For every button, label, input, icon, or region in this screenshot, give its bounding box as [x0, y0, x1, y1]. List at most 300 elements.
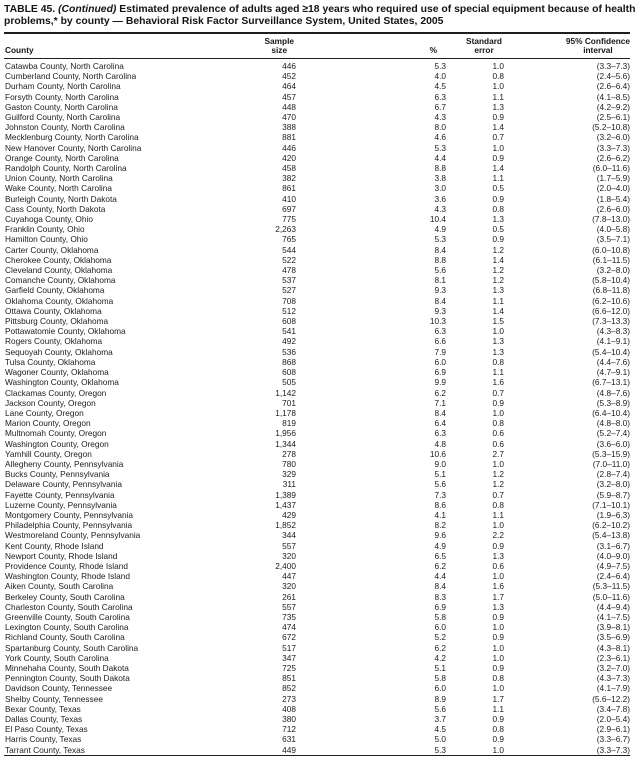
table-title [4, 4, 636, 29]
confidence-interval-cell: (3.3–6.7) [596, 734, 630, 745]
confidence-interval-cell: (2.6–6.0) [596, 203, 630, 214]
standard-error-cell: 1.6 [492, 581, 504, 592]
sample-size-cell: 1,437 [275, 499, 296, 510]
confidence-interval-cell: (2.6–6.2) [596, 152, 630, 163]
confidence-interval-cell: (1.9–6.3) [596, 509, 630, 520]
confidence-interval-cell: (4.3–7.3) [596, 673, 630, 684]
confidence-interval-cell: (2.0–4.0) [596, 183, 630, 194]
confidence-interval-cell: (4.0–5.8) [596, 224, 630, 235]
confidence-interval-cell: (2.4–6.4) [596, 571, 630, 582]
confidence-interval-cell: (5.0–11.6) [592, 591, 630, 602]
county-cell: Wake County, North Carolina [5, 183, 112, 194]
sample-size-column-header: Sample size [242, 33, 296, 59]
county-cell: Fayette County, Pennsylvania [5, 489, 115, 500]
sample-size-cell: 697 [282, 203, 296, 214]
county-cell: Charleston County, South Carolina [5, 601, 133, 612]
sample-size-cell: 1,142 [275, 387, 296, 398]
county-cell: Kent County, Rhode Island [5, 540, 104, 551]
county-cell: Delaware County, Pennsylvania [5, 479, 122, 490]
sample-size-cell: 712 [282, 724, 296, 735]
standard-error-cell: 1.3 [492, 336, 504, 347]
county-cell: Jackson County, Oregon [5, 397, 96, 408]
percent-cell: 10.4 [429, 214, 446, 225]
table-header [4, 33, 630, 59]
table-row [4, 459, 630, 469]
county-cell: Minnehaha County, South Dakota [5, 662, 129, 673]
standard-error-cell: 1.0 [492, 142, 504, 153]
table-row [4, 347, 630, 357]
confidence-interval-cell: (5.4–13.8) [592, 530, 630, 541]
confidence-interval-cell: (2.8–7.4) [596, 469, 630, 480]
sample-size-cell: 608 [282, 316, 296, 327]
table-row [4, 408, 630, 418]
sample-size-cell: 735 [282, 611, 296, 622]
county-cell: Wagoner County, Oklahoma [5, 367, 109, 378]
confidence-interval-cell: (4.2–9.2) [596, 101, 630, 112]
sample-size-cell: 537 [282, 275, 296, 286]
county-cell: Luzerne County, Pennsylvania [5, 499, 117, 510]
confidence-interval-cell: (5.3–15.9) [592, 448, 630, 459]
percent-cell: 6.4 [434, 418, 446, 429]
percent-cell: 9.3 [434, 305, 446, 316]
percent-cell: 4.6 [434, 132, 446, 143]
county-cell: Garfield County, Oklahoma [5, 285, 105, 296]
county-cell: Washington County, Rhode Island [5, 571, 130, 582]
confidence-interval-cell: (6.2–10.6) [592, 295, 630, 306]
standard-error-cell: 1.3 [492, 601, 504, 612]
sample-size-cell: 410 [282, 193, 296, 204]
sample-size-cell: 278 [282, 448, 296, 459]
sample-size-cell: 672 [282, 632, 296, 643]
table-row [4, 153, 630, 163]
county-cell: Guilford County, North Carolina [5, 112, 121, 123]
county-cell: Catawba County, North Carolina [5, 61, 124, 71]
sample-size-cell: 852 [282, 683, 296, 694]
county-cell: Tulsa County, Oklahoma [5, 356, 96, 367]
county-cell: Ottawa County, Oklahoma [5, 305, 102, 316]
confidence-interval-cell: (3.2–8.0) [596, 479, 630, 490]
sample-size-cell: 492 [282, 336, 296, 347]
county-cell: Bexar County, Texas [5, 703, 81, 714]
table-row [4, 71, 630, 81]
confidence-interval-cell: (2.4–5.6) [596, 71, 630, 82]
percent-cell: 9.9 [434, 377, 446, 388]
confidence-interval-cell: (5.4–10.4) [592, 346, 630, 357]
standard-error-cell: 1.1 [492, 91, 504, 102]
county-cell: York County, South Carolina [5, 652, 109, 663]
county-cell: Pittsburg County, Oklahoma [5, 316, 109, 327]
county-cell: Bucks County, Pennsylvania [5, 469, 110, 480]
table-row [4, 204, 630, 214]
percent-cell: 5.0 [434, 734, 446, 745]
county-cell: Davidson County, Tennessee [5, 683, 113, 694]
standard-error-cell: 1.0 [492, 652, 504, 663]
standard-error-cell: 1.3 [492, 214, 504, 225]
confidence-interval-cell: (7.8–13.0) [592, 214, 630, 225]
county-cell: Hamilton County, Ohio [5, 234, 88, 245]
table-row [4, 92, 630, 102]
county-cell: Richland County, South Carolina [5, 632, 125, 643]
percent-cell: 8.4 [434, 407, 446, 418]
county-table-body [4, 59, 630, 756]
county-cell: Cass County, North Dakota [5, 203, 106, 214]
standard-error-cell: 0.5 [492, 224, 504, 235]
table-row [4, 745, 630, 756]
standard-error-cell: 1.0 [492, 571, 504, 582]
percent-cell: 5.6 [434, 479, 446, 490]
table-row [4, 163, 630, 173]
standard-error-cell: 0.9 [492, 611, 504, 622]
sample-size-cell: 382 [282, 173, 296, 184]
table-row [4, 296, 630, 306]
standard-error-cell: 1.0 [492, 520, 504, 531]
sample-size-cell: 2,400 [275, 560, 296, 571]
percent-cell: 6.0 [434, 622, 446, 633]
confidence-interval-cell: (2.0–5.4) [596, 714, 630, 724]
table-row [4, 602, 630, 612]
confidence-interval-cell: (7.3–13.3) [592, 316, 630, 327]
standard-error-cell: 1.0 [492, 683, 504, 694]
confidence-interval-cell: (6.6–12.0) [592, 305, 630, 316]
sample-size-cell: 329 [282, 469, 296, 480]
standard-error-cell: 1.0 [492, 622, 504, 633]
standard-error-cell: 1.3 [492, 346, 504, 357]
sample-size-cell: 780 [282, 458, 296, 469]
standard-error-cell: 1.0 [492, 458, 504, 469]
percent-cell: 10.3 [429, 316, 446, 327]
confidence-interval-cell: (5.2–7.4) [596, 428, 630, 439]
table-row [4, 643, 630, 653]
county-cell: Rogers County, Oklahoma [5, 336, 103, 347]
standard-error-cell: 0.6 [492, 428, 504, 439]
percent-cell: 6.2 [434, 560, 446, 571]
sample-size-cell: 775 [282, 214, 296, 225]
sample-size-cell: 273 [282, 693, 296, 704]
percent-cell: 9.0 [434, 458, 446, 469]
percent-cell: 6.0 [434, 683, 446, 694]
county-cell: Providence County, Rhode Island [5, 560, 128, 571]
percent-cell: 3.6 [434, 193, 446, 204]
sample-size-cell: 819 [282, 418, 296, 429]
sample-size-cell: 536 [282, 346, 296, 357]
percent-cell: 4.4 [434, 571, 446, 582]
sample-size-cell: 701 [282, 397, 296, 408]
confidence-interval-cell: (4.3–8.3) [596, 326, 630, 337]
confidence-interval-cell: (4.3–8.1) [596, 642, 630, 653]
table-row [4, 255, 630, 265]
county-cell: Cumberland County, North Carolina [5, 71, 137, 82]
standard-error-cell: 0.7 [492, 132, 504, 143]
standard-error-cell: 0.9 [492, 540, 504, 551]
county-cell: Montgomery County, Pennsylvania [5, 509, 134, 520]
standard-error-cell: 1.3 [492, 285, 504, 296]
standard-error-cell: 0.7 [492, 387, 504, 398]
percent-cell: 10.6 [429, 448, 446, 459]
sample-size-cell: 868 [282, 356, 296, 367]
percent-cell: 8.8 [434, 254, 446, 265]
table-row [4, 122, 630, 132]
table-row [4, 724, 630, 734]
percent-cell: 4.0 [434, 71, 446, 82]
percent-cell: 7.3 [434, 489, 446, 500]
confidence-interval-cell: (4.9–7.5) [596, 560, 630, 571]
sample-size-cell: 449 [282, 744, 296, 755]
confidence-interval-cell: (3.9–8.1) [596, 622, 630, 633]
county-cell: Sequoyah County, Oklahoma [5, 346, 113, 357]
confidence-interval-cell: (3.5–7.1) [596, 234, 630, 245]
confidence-interval-cell: (5.9–8.7) [596, 489, 630, 500]
county-cell: Johnston County, North Carolina [5, 122, 125, 133]
percent-cell: 7.1 [434, 397, 446, 408]
standard-error-cell: 0.8 [492, 499, 504, 510]
county-cell: Cuyahoga County, Ohio [5, 214, 93, 225]
confidence-interval-cell: (2.5–6.1) [596, 112, 630, 123]
county-cell: Mecklenburg County, North Carolina [5, 132, 139, 143]
table-row [4, 714, 630, 724]
county-cell: Orange County, North Carolina [5, 152, 119, 163]
county-cell: Berkeley County, South Carolina [5, 591, 125, 602]
percent-cell: 6.0 [434, 356, 446, 367]
percent-cell: 3.0 [434, 183, 446, 194]
standard-error-cell: 0.5 [492, 183, 504, 194]
county-cell: Franklin County, Ohio [5, 224, 85, 235]
county-cell: Randolph County, North Carolina [5, 163, 127, 174]
table-row [4, 439, 630, 449]
county-cell: El Paso County, Texas [5, 724, 88, 735]
percent-cell: 8.9 [434, 693, 446, 704]
county-column-header: County [4, 33, 242, 59]
table-row [4, 306, 630, 316]
confidence-interval-cell: (6.2–10.2) [592, 520, 630, 531]
standard-error-cell: 1.2 [492, 265, 504, 276]
sample-size-cell: 541 [282, 326, 296, 337]
sample-size-cell: 452 [282, 71, 296, 82]
county-cell: New Hanover County, North Carolina [5, 142, 142, 153]
table-row [4, 81, 630, 91]
percent-cell: 8.6 [434, 499, 446, 510]
county-cell: Aiken County, South Carolina [5, 581, 114, 592]
sample-size-cell: 517 [282, 642, 296, 653]
standard-error-cell: 0.9 [492, 662, 504, 673]
confidence-interval-cell: (5.2–10.8) [592, 122, 630, 133]
county-cell: Burleigh County, North Dakota [5, 193, 117, 204]
standard-error-cell: 1.7 [492, 693, 504, 704]
table-row [4, 132, 630, 142]
standard-error-cell: 1.4 [492, 122, 504, 133]
standard-error-cell: 0.9 [492, 714, 504, 724]
sample-size-cell: 557 [282, 601, 296, 612]
county-cell: Washington County, Oregon [5, 438, 109, 449]
table-row [4, 490, 630, 500]
confidence-interval-cell: (5.3–8.9) [596, 397, 630, 408]
table-row [4, 449, 630, 459]
county-cell: Yamhill County, Oregon [5, 448, 92, 459]
percent-cell: 5.6 [434, 703, 446, 714]
prevalence-table [4, 32, 630, 756]
standard-error-cell: 1.0 [492, 326, 504, 337]
county-cell: Pottawatomie County, Oklahoma [5, 326, 126, 337]
percent-cell: 6.9 [434, 601, 446, 612]
confidence-interval-cell: (4.4–7.6) [596, 356, 630, 367]
county-cell: Newport County, Rhode Island [5, 550, 118, 561]
standard-error-cell: 0.9 [492, 632, 504, 643]
sample-size-cell: 544 [282, 244, 296, 255]
table-row [4, 673, 630, 683]
county-cell: Lane County, Oregon [5, 407, 84, 418]
sample-size-cell: 458 [282, 163, 296, 174]
table-row [4, 173, 630, 183]
percent-cell: 8.3 [434, 591, 446, 602]
table-row [4, 612, 630, 622]
confidence-interval-cell: (4.0–9.0) [596, 550, 630, 561]
sample-size-cell: 474 [282, 622, 296, 633]
table-title-text: Estimated prevalence of adults aged ≥18 years who required use of special equipment because of health problems,* by county — Behavioral Risk Factor Surveillance System, United States, 2005 [4, 4, 636, 28]
table-row [4, 112, 630, 122]
percent-cell: 5.1 [434, 469, 446, 480]
county-cell: Greenville County, South Carolina [5, 611, 130, 622]
county-cell: Union County, North Carolina [5, 173, 113, 184]
confidence-interval-cell: (2.3–6.1) [596, 652, 630, 663]
percent-cell: 4.2 [434, 652, 446, 663]
standard-error-cell: 1.0 [492, 642, 504, 653]
table-row [4, 418, 630, 428]
county-cell: Clackamas County, Oregon [5, 387, 107, 398]
standard-error-cell: 0.9 [492, 397, 504, 408]
percent-cell: 9.6 [434, 530, 446, 541]
sample-size-cell: 708 [282, 295, 296, 306]
percent-cell: 5.2 [434, 632, 446, 643]
standard-error-cell: 0.6 [492, 560, 504, 571]
table-row [4, 265, 630, 275]
confidence-interval-cell: (7.1–10.1) [592, 499, 630, 510]
confidence-interval-cell: (4.1–8.5) [596, 91, 630, 102]
sample-size-cell: 861 [282, 183, 296, 194]
confidence-interval-cell: (6.0–10.8) [592, 244, 630, 255]
standard-error-cell: 2.7 [492, 448, 504, 459]
table-row [4, 479, 630, 489]
sample-size-cell: 631 [282, 734, 296, 745]
confidence-interval-cell: (7.0–11.0) [592, 458, 630, 469]
sample-size-cell: 388 [282, 122, 296, 133]
sample-size-cell: 347 [282, 652, 296, 663]
county-cell: Multnomah County, Oregon [5, 428, 107, 439]
table-row [4, 102, 630, 112]
county-cell: Comanche County, Oklahoma [5, 275, 116, 286]
table-row [4, 357, 630, 367]
percent-cell: 4.5 [434, 81, 446, 92]
standard-error-cell: 1.4 [492, 305, 504, 316]
confidence-interval-cell: (4.7–9.1) [596, 367, 630, 378]
sample-size-cell: 608 [282, 367, 296, 378]
table-row [4, 510, 630, 520]
confidence-interval-cell: (6.1–11.5) [592, 254, 630, 265]
standard-error-cell: 0.8 [492, 356, 504, 367]
county-cell: Westmoreland County, Pennsylvania [5, 530, 141, 541]
percent-cell: 4.3 [434, 112, 446, 123]
table-row [4, 469, 630, 479]
county-cell: Carter County, Oklahoma [5, 244, 99, 255]
table-row [4, 734, 630, 744]
sample-size-cell: 881 [282, 132, 296, 143]
confidence-interval-cell: (4.8–8.0) [596, 418, 630, 429]
table-row [4, 326, 630, 336]
confidence-interval-cell: (3.2–8.0) [596, 265, 630, 276]
confidence-interval-cell: (2.9–6.1) [596, 724, 630, 735]
standard-error-cell: 1.0 [492, 81, 504, 92]
confidence-interval-cell: (3.2–6.0) [596, 132, 630, 143]
percent-cell: 5.3 [434, 234, 446, 245]
confidence-interval-cell: (4.8–7.6) [596, 387, 630, 398]
sample-size-cell: 2,263 [275, 224, 296, 235]
county-cell: Cherokee County, Oklahoma [5, 254, 112, 265]
table-row [4, 530, 630, 540]
county-cell: Forsyth County, North Carolina [5, 91, 119, 102]
standard-error-cell: 1.1 [492, 173, 504, 184]
sample-size-cell: 457 [282, 91, 296, 102]
county-cell: Oklahoma County, Oklahoma [5, 295, 114, 306]
confidence-interval-cell: (4.1–7.9) [596, 683, 630, 694]
sample-size-cell: 1,344 [275, 438, 296, 449]
table-continued-flag: (Continued) [58, 4, 117, 15]
table-row [4, 245, 630, 255]
table-row [4, 683, 630, 693]
percent-cell: 6.3 [434, 428, 446, 439]
percent-column-header: % [296, 33, 446, 59]
percent-cell: 5.8 [434, 611, 446, 622]
standard-error-cell: 0.9 [492, 112, 504, 123]
confidence-interval-cell: (6.4–10.4) [592, 407, 630, 418]
sample-size-cell: 311 [282, 479, 296, 490]
county-cell: Cleveland County, Oklahoma [5, 265, 113, 276]
standard-error-cell: 1.2 [492, 469, 504, 480]
standard-error-cell: 0.7 [492, 489, 504, 500]
percent-cell: 4.3 [434, 203, 446, 214]
percent-cell: 6.5 [434, 550, 446, 561]
confidence-interval-cell: (5.8–10.4) [592, 275, 630, 286]
standard-error-cell: 1.3 [492, 101, 504, 112]
sample-size-cell: 1,956 [275, 428, 296, 439]
standard-error-cell: 1.2 [492, 479, 504, 490]
standard-error-cell: 1.4 [492, 163, 504, 174]
table-row [4, 224, 630, 234]
county-cell: Marion County, Oregon [5, 418, 91, 429]
sample-size-cell: 447 [282, 571, 296, 582]
standard-error-cell: 0.8 [492, 418, 504, 429]
county-cell: Tarrant County, Texas [5, 744, 85, 755]
percent-cell: 6.3 [434, 326, 446, 337]
table-row [4, 275, 630, 285]
standard-error-cell: 1.2 [492, 244, 504, 255]
standard-error-cell: 1.1 [492, 295, 504, 306]
table-row [4, 59, 630, 72]
sample-size-cell: 420 [282, 152, 296, 163]
county-cell: Washington County, Oklahoma [5, 377, 119, 388]
table-row [4, 632, 630, 642]
confidence-interval-cell: (4.4–9.4) [596, 601, 630, 612]
county-cell: Lexington County, South Carolina [5, 622, 129, 633]
confidence-interval-cell: (3.6–6.0) [596, 438, 630, 449]
sample-size-cell: 505 [282, 377, 296, 388]
standard-error-cell: 1.0 [492, 407, 504, 418]
percent-cell: 8.0 [434, 122, 446, 133]
standard-error-column-header: Standard error [446, 33, 504, 59]
county-cell: Harris County, Texas [5, 734, 82, 745]
table-row [4, 183, 630, 193]
standard-error-cell: 1.0 [492, 744, 504, 755]
standard-error-cell: 0.9 [492, 152, 504, 163]
confidence-interval-cell: (6.0–11.6) [592, 163, 630, 174]
percent-cell: 5.3 [434, 744, 446, 755]
